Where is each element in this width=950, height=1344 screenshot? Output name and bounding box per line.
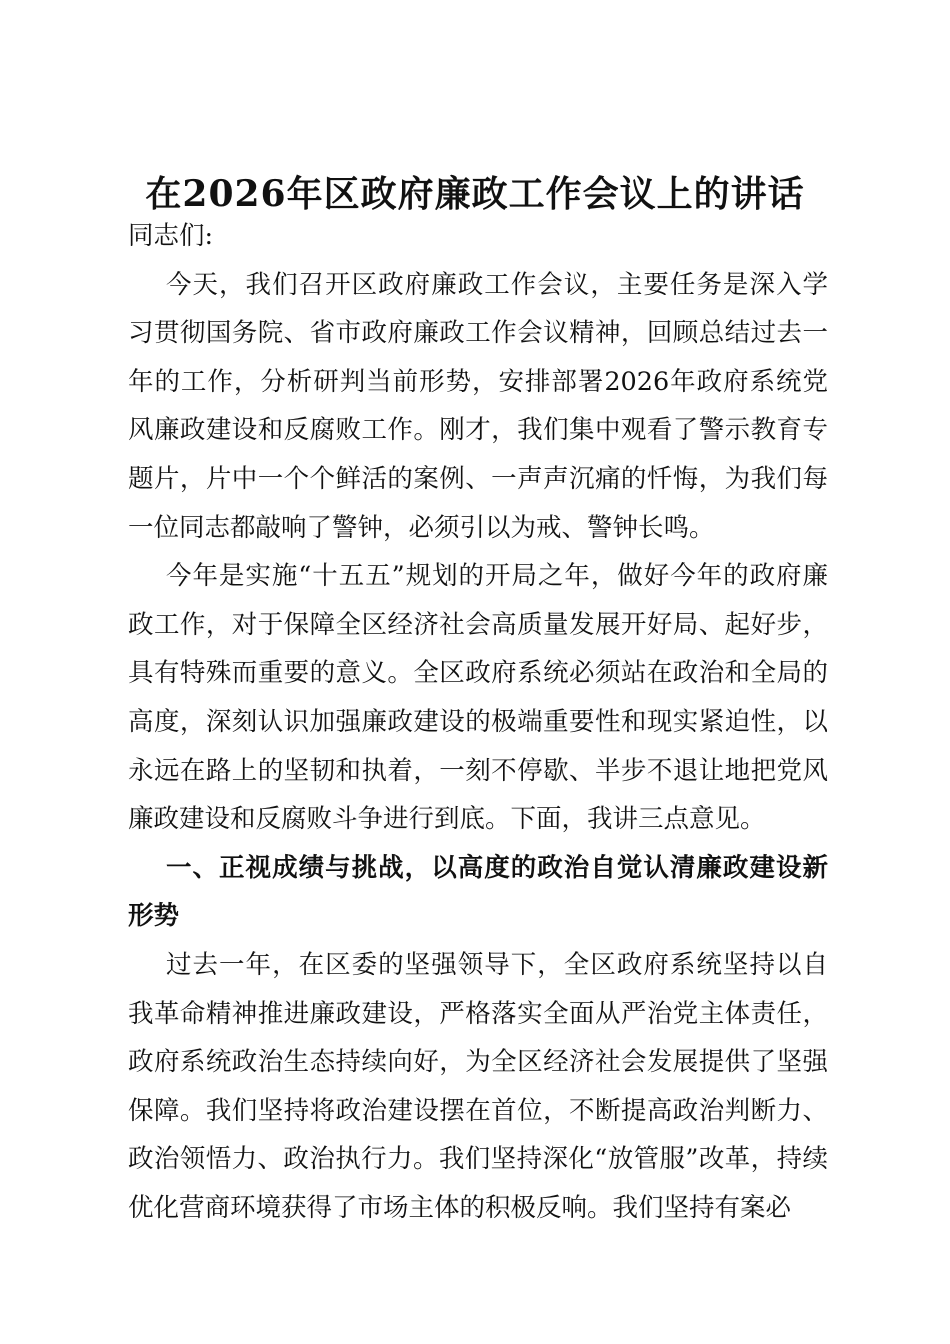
document-body (128, 212, 828, 1232)
section-heading-1: 一、正视成绩与挑战，以高度的政治自觉认清廉政建设新形势 (128, 852, 828, 932)
paragraph-intro: 今天，我们召开区政府廉政工作会议，主要任务是深入学习贯彻国务院、省市政府廉政工作会议精神，回顾总结过去一年的工作，分析研判当前形势，安排部署2026年政府系统党风廉政建设和反腐败工作。刚才，我们集中观看了警示教育专题片，片中一个个鲜活的案例、一声声沉痛的忏悔，为我们每一位同志都敲响了警钟，必须引以为戒、警钟长鸣。 (128, 269, 828, 543)
document-title: 在2026年区政府廉政工作会议上的讲话 (145, 173, 805, 215)
paragraph-significance: 今年是实施“十五五”规划的开局之年，做好今年的政府廉政工作，对于保障全区经济社会高质量发展开好局、起好步，具有特殊而重要的意义。全区政府系统必须站在政治和全局的高度，深刻认识加强廉政建设的极端重要性和现实紧迫性，以永远在路上的坚韧和执着，一刻不停歇、半步不退让地把党风廉政建设和反腐败斗争进行到底。下面，我讲三点意见。 (128, 561, 828, 835)
paragraph-section-1: 过去一年，在区委的坚强领导下，全区政府系统坚持以自我革命精神推进廉政建设，严格落实全面从严治党主体责任，政府系统政治生态持续向好，为全区经济社会发展提供了坚强保障。我们坚持将政治建设摆在首位，不断提高政治判断力、政治领悟力、政治执行力。我们坚持深化“放管服”改革，持续优化营商环境获得了市场主体的积极反响。我们坚持有案必 (128, 949, 828, 1223)
salutation: 同志们: (128, 221, 214, 251)
